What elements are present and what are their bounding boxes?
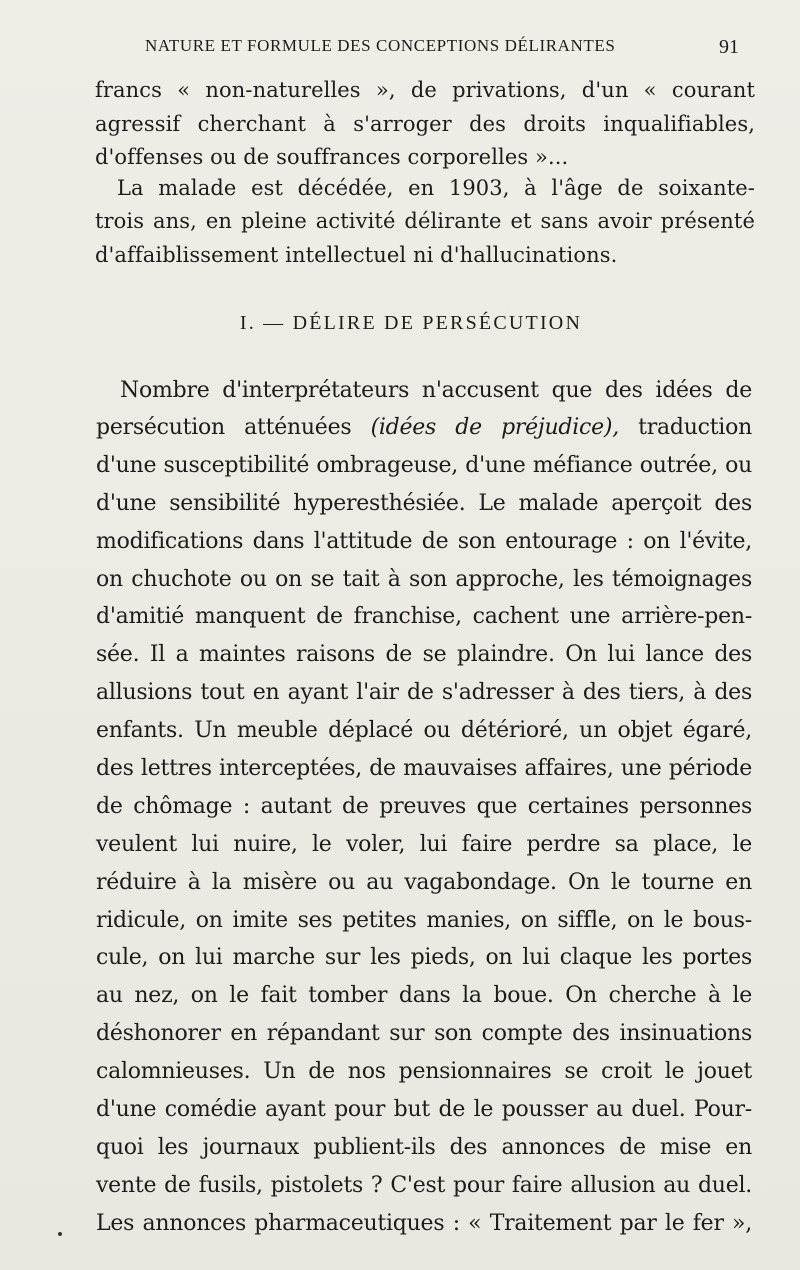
text-line: au nez, on le fait tomber dans la boue. On cherche à le <box>96 983 752 1008</box>
text-line: d'une sensibilité hyperesthésiée. Le malade aperçoit des <box>96 491 752 516</box>
text-segment: traduction <box>618 415 752 440</box>
text-line: d'affaiblissement intellectuel ni d'hallucinations. <box>95 243 618 267</box>
text-line: modifications dans l'attitude de son entourage : on l'évite, <box>96 529 752 554</box>
ink-speck <box>58 1232 62 1236</box>
text-line: des lettres interceptées, de mauvaises affaires, une période <box>96 756 752 781</box>
text-line: veulent lui nuire, le voler, lui faire perdre sa place, le <box>96 832 752 857</box>
text-line: calomnieuses. Un de nos pensionnaires se croit le jouet <box>96 1059 752 1084</box>
page-number: 91 <box>719 36 739 58</box>
text-line: d'une susceptibilité ombrageuse, d'une méfiance outrée, ou <box>96 453 752 478</box>
text-line-with-italic <box>96 415 752 453</box>
italic-term: (idées de préjudice), <box>370 415 619 440</box>
text-line: quoi les journaux publient-ils des annonces de mise en <box>96 1135 752 1160</box>
text-line: d'une comédie ayant pour but de le pousser au duel. Pour- <box>96 1097 752 1122</box>
text-line: d'offenses ou de souffrances corporelles »... <box>95 145 569 169</box>
section-heading: I. — DÉLIRE DE PERSÉCUTION <box>239 312 583 334</box>
text-line: trois ans, en pleine activité délirante et sans avoir présenté <box>95 209 755 233</box>
text-line: allusions tout en ayant l'air de s'adresser à des tiers, à des <box>96 680 752 705</box>
text-line: La malade est décédée, en 1903, à l'âge de soixante- <box>117 176 755 200</box>
text-line: agressif cherchant à s'arroger des droits inqualifiables, <box>95 112 755 136</box>
text-line: d'amitié manquent de franchise, cachent une arrière-pen- <box>96 604 752 629</box>
text-line: francs « non-naturelles », de privations, d'un « courant <box>95 78 755 102</box>
text-line: Les annonces pharmaceutiques : « Traitement par le fer », <box>96 1211 752 1236</box>
running-header-title: NATURE ET FORMULE DES CONCEPTIONS DÉLIRANTES <box>145 36 616 55</box>
text-line: Nombre d'interprétateurs n'accusent que des idées de <box>120 378 752 403</box>
text-line: on chuchote ou on se tait à son approche, les témoignages <box>96 567 752 592</box>
text-line: sée. Il a maintes raisons de se plaindre. On lui lance des <box>96 642 752 667</box>
text-line: cule, on lui marche sur les pieds, on lui claque les portes <box>96 945 752 970</box>
text-line: déshonorer en répandant sur son compte des insinuations <box>96 1021 752 1046</box>
text-line: enfants. Un meuble déplacé ou détérioré, un objet égaré, <box>96 718 752 743</box>
running-header <box>145 36 745 66</box>
text-line: vente de fusils, pistolets ? C'est pour faire allusion au duel. <box>96 1173 752 1198</box>
text-line: de chômage : autant de preuves que certaines personnes <box>96 794 752 819</box>
text-segment: persécution atténuées <box>96 415 371 440</box>
text-line: ridicule, on imite ses petites manies, on siffle, on le bous- <box>96 908 752 933</box>
text-line: réduire à la misère ou au vagabondage. On le tourne en <box>96 870 752 895</box>
